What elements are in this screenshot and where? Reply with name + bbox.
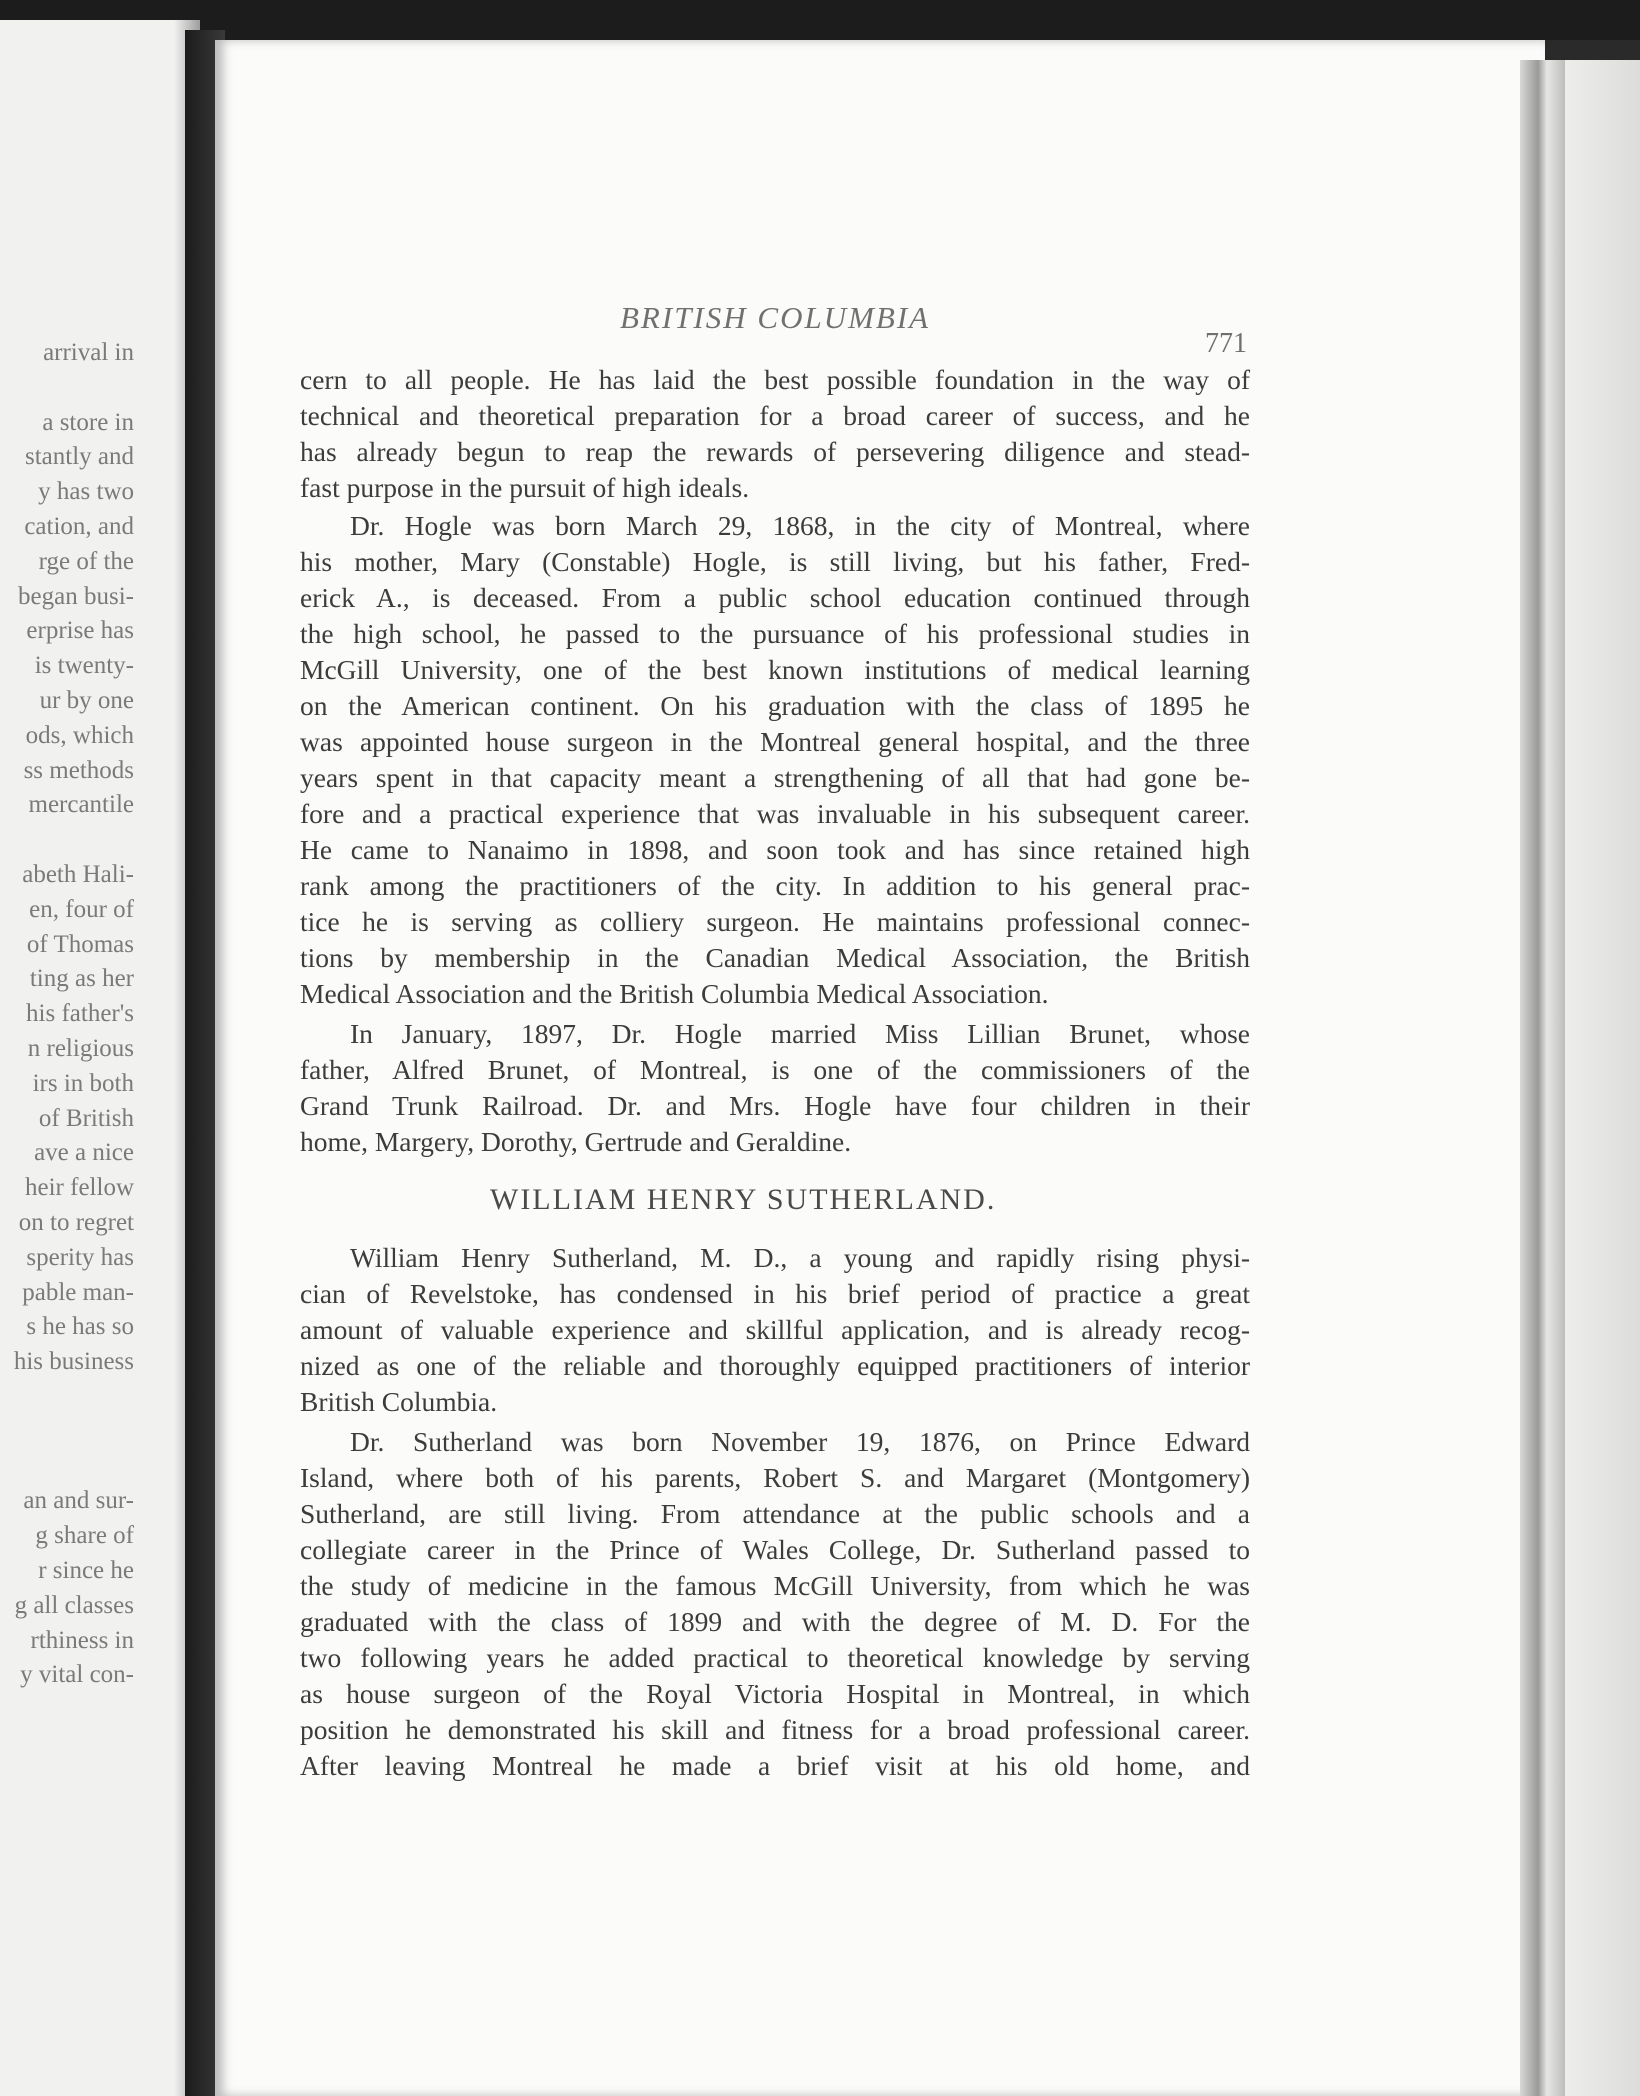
left-page-line: abeth Hali- — [22, 861, 134, 888]
text-line: position he demonstrated his skill and fitness for a broad professional career. — [300, 1714, 1250, 1745]
text-line: home, Margery, Dorothy, Gertrude and Geraldine. — [300, 1126, 852, 1157]
left-page-line: on to regret — [18, 1209, 134, 1236]
left-page-line: mercantile — [28, 791, 134, 819]
text-line: rank among the practitioners of the city. In addition to his general prac- — [300, 870, 1250, 901]
left-page-line: sperity has — [26, 1243, 134, 1271]
text-line: years spent in that capacity meant a strengthening of all that had gone be- — [300, 762, 1250, 793]
left-page-line: y has two — [38, 478, 134, 506]
left-page-line: heir fellow — [25, 1174, 134, 1202]
left-page-line: arrival in — [43, 339, 134, 366]
running-title: BRITISH COLUMBIA — [620, 300, 931, 335]
page-edge-stack — [1520, 60, 1565, 2096]
text-line: was appointed house surgeon in the Montreal general hospital, and the three — [300, 726, 1250, 757]
text-line: two following years he added practical to theoretical knowledge by serving — [300, 1642, 1250, 1673]
left-page-line: began busi- — [18, 582, 134, 610]
left-page-line: ur by one — [39, 687, 134, 714]
left-page-line: r since he — [38, 1557, 134, 1584]
left-page-line: of Thomas — [26, 930, 134, 958]
text-line: Island, where both of his parents, Robert S. and Margaret (Montgomery) — [300, 1462, 1250, 1493]
text-line: He came to Nanaimo in 1898, and soon took and has since retained high — [300, 834, 1250, 865]
left-page-line: s he has so — [26, 1313, 134, 1341]
scan-top-band — [0, 0, 1640, 40]
left-page-line: a store in — [42, 408, 134, 436]
text-line: cern to all people. He has laid the best possible foundation in the way of — [300, 364, 1250, 395]
left-page-line: g all classes — [14, 1591, 134, 1619]
left-page-line: an and sur- — [23, 1487, 134, 1515]
text-line: his mother, Mary (Constable) Hogle, is still living, but his father, Fred- — [300, 546, 1250, 577]
left-page-line: of British — [38, 1104, 134, 1132]
text-line: on the American continent. On his graduation with the class of 1895 he — [300, 690, 1250, 721]
left-page-line: ave a nice — [34, 1139, 134, 1167]
text-line: British Columbia. — [300, 1386, 498, 1417]
left-page-line: rthiness in — [30, 1626, 134, 1654]
text-line: Dr. Hogle was born March 29, 1868, in the city of Montreal, where — [350, 510, 1250, 541]
left-page-line: ss methods — [23, 756, 134, 784]
text-line: McGill University, one of the best known institutions of medical learning — [300, 654, 1250, 685]
text-line: Medical Association and the British Columbia Medical Association. — [300, 978, 1049, 1009]
left-page-line: is twenty- — [34, 652, 134, 680]
left-page-line: irs in both — [32, 1069, 134, 1097]
scan-right-margin — [1565, 60, 1640, 2096]
left-page-line: his business — [13, 1348, 134, 1376]
left-page-line: n religious — [27, 1035, 134, 1062]
left-page-line: g share of — [35, 1522, 134, 1550]
text-line: tice he is serving as colliery surgeon. He maintains professional connec- — [300, 906, 1250, 937]
section-heading: WILLIAM HENRY SUTHERLAND. — [490, 1183, 997, 1216]
left-page-line: y vital con- — [20, 1661, 134, 1689]
left-page-line: en, four of — [29, 895, 134, 923]
left-page-line: pable man- — [22, 1278, 134, 1306]
text-line: cian of Revelstoke, has condensed in his brief period of practice a great — [300, 1278, 1250, 1309]
page-number: 771 — [1205, 328, 1247, 359]
text-line: father, Alfred Brunet, of Montreal, is one of the commissioners of the — [300, 1054, 1250, 1085]
text-line: fore and a practical experience that was invaluable in his subsequent career. — [300, 798, 1250, 829]
text-line: After leaving Montreal he made a brief visit at his old home, and — [300, 1750, 1250, 1781]
text-line: technical and theoretical preparation for a broad career of success, and he — [300, 400, 1250, 431]
text-line: erick A., is deceased. From a public school education continued through — [300, 582, 1250, 613]
text-line: fast purpose in the pursuit of high ideals. — [300, 472, 750, 503]
left-facing-page — [0, 20, 200, 2096]
text-line: as house surgeon of the Royal Victoria Hospital in Montreal, in which — [300, 1678, 1250, 1709]
left-page-line: ods, which — [25, 721, 134, 749]
text-line: the study of medicine in the famous McGill University, from which he was — [300, 1570, 1250, 1601]
left-page-line: rge of the — [38, 547, 134, 575]
text-line: nized as one of the reliable and thoroughly equipped practitioners of interior — [300, 1350, 1250, 1381]
left-page-line: ting as her — [29, 965, 134, 993]
text-line: Dr. Sutherland was born November 19, 1876, on Prince Edward — [350, 1426, 1250, 1457]
text-line: the high school, he passed to the pursuance of his professional studies in — [300, 618, 1250, 649]
text-line: In January, 1897, Dr. Hogle married Miss Lillian Brunet, whose — [350, 1018, 1250, 1049]
text-line: Grand Trunk Railroad. Dr. and Mrs. Hogle have four children in their — [300, 1090, 1250, 1121]
text-line: William Henry Sutherland, M. D., a young and rapidly rising physi- — [350, 1242, 1250, 1273]
text-line: collegiate career in the Prince of Wales College, Dr. Sutherland passed to — [300, 1534, 1250, 1565]
left-page-line: his father's — [26, 1000, 134, 1028]
text-line: tions by membership in the Canadian Medical Association, the British — [300, 942, 1250, 973]
text-line: amount of valuable experience and skillful application, and is already recog- — [300, 1314, 1250, 1345]
left-page-line: cation, and — [24, 513, 134, 540]
text-line: graduated with the class of 1899 and with the degree of M. D. For the — [300, 1606, 1250, 1637]
left-page-line: erprise has — [26, 617, 134, 645]
text-line: Sutherland, are still living. From attendance at the public schools and a — [300, 1498, 1250, 1529]
text-line: has already begun to reap the rewards of persevering diligence and stead- — [300, 436, 1250, 467]
left-page-line: stantly and — [24, 443, 134, 471]
